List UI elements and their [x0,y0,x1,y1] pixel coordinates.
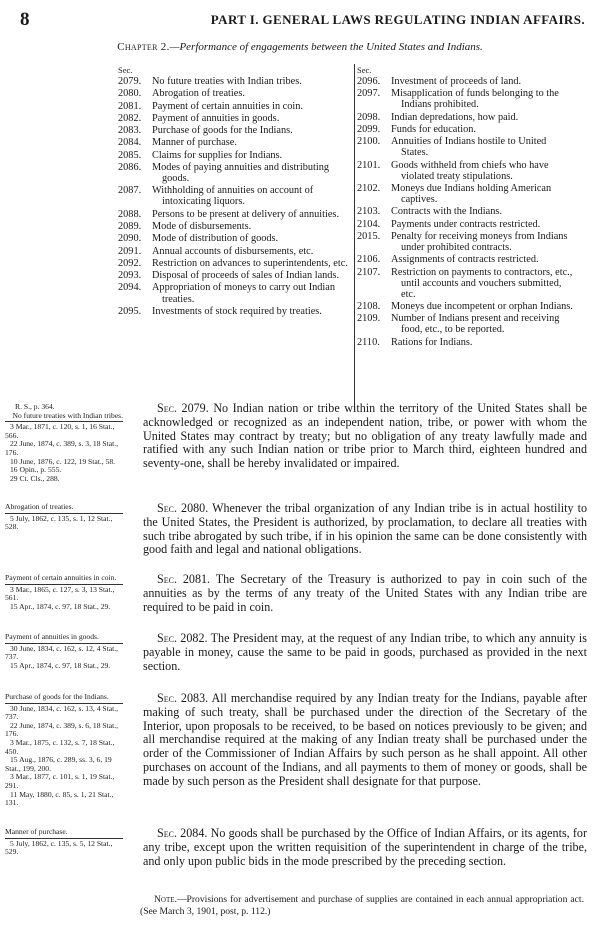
sidenote-citation: 5 July, 1862, c. 135, s. 1, 12 Stat., 528. [5,513,113,532]
sidenote [5,633,123,670]
toc-entry-text: Moneys due Indians holding American captives. [391,182,552,206]
toc-entry-text: Restriction on advances to superintendents, etc. [152,257,348,269]
sidenote-citations [5,423,123,483]
toc-entry [357,88,575,110]
section-text: Whenever the tribal organization of any Indian tribe is in actual hostility to the United States, the President is authorized, by proclamation, to declare all treaties with such tribe abrogated by such tribe, if in his opinion the same can be done consistently with good faith and legal and national obligations. [143,501,587,557]
toc-entry-number: 2095. [118,305,142,317]
toc-entry [357,76,575,87]
running-head: PART I. GENERAL LAWS REGULATING INDIAN AFFAIRS. [210,12,585,27]
toc-entry [357,136,575,158]
section-label: Sec. 2083. [157,691,209,705]
sidenote-caption: Abrogation of treaties. [5,503,123,514]
sidenote-citation: 3 Mar., 1877, c. 101, s. 1, 19 Stat., 291. [5,772,115,790]
toc-entry [357,254,575,265]
toc-entry [357,206,575,217]
section-label: Sec. 2081. [157,572,211,586]
toc-entry-text: Investment of proceeds of land. [391,76,522,87]
toc-entry [118,185,350,207]
section-body [143,692,587,789]
sidenote-citation: 16 Opin., p. 555. [10,465,62,475]
toc-entry-text: Number of Indians present and receiving food, etc., to be reported. [391,313,560,336]
toc-entry-text: Annual accounts of disbursements, etc. [152,245,314,257]
toc-entry-number: 2092. [118,257,142,269]
toc-entry [118,76,350,87]
toc-entry-text: Purchase of goods for the Indians. [152,125,293,137]
sidenote-citation: 15 Apr., 1874, c. 97, 18 Stat., 29. [10,660,111,670]
sidenote [5,828,123,857]
toc-entry-number: 2102. [357,182,381,194]
toc-entry-number: 2097. [357,88,381,100]
section-body [143,827,587,868]
toc-entry [357,231,575,253]
sidenote-citations [5,586,123,612]
toc-right-column [357,64,575,349]
sidenote-citations [5,645,123,671]
toc-entry [118,306,350,317]
toc-entry-number: 2091. [118,245,142,257]
toc-entry [118,221,350,232]
sidenote-citations [5,515,123,532]
section-body [143,402,587,471]
toc-entry-text: Mode of disbursements. [152,221,252,232]
toc-right-list [357,76,575,348]
sidenote-caption: No future treaties with Indian tribes. [5,412,123,423]
note-label: Note. [154,894,177,905]
toc-entry-number: 2098. [357,111,381,123]
toc-left-list [118,76,350,317]
toc-entry-text: Disposal of proceeds of sales of Indian lands. [152,270,340,282]
toc-entry-number: 2103. [357,206,381,218]
toc-entry-text: Persons to be present at delivery of annuities. [152,208,340,220]
sidenote-citation: 3 Mar., 1871, c. 120, s. 1, 16 Stat., 566. [5,422,115,440]
toc-entry [357,183,575,205]
chapter-number: Chapter 2. [117,41,170,53]
toc-entry [357,160,575,182]
section-body [143,632,587,673]
toc-entry-number: 2085. [118,149,142,161]
toc-entry-text: Withholding of annuities on account of intoxicating liquors. [152,185,314,208]
toc-entry-text: Payments under contracts restricted. [391,218,541,230]
toc-entry-number: 2086. [118,161,142,173]
toc-entry-number: 2101. [357,159,381,171]
toc-entry-number: 2079. [118,76,142,87]
toc-entry [357,219,575,230]
toc-entry-number: 2093. [118,270,142,282]
toc-entry-number: 2110. [357,336,380,348]
toc-entry-text: Rations for Indians. [391,336,473,348]
toc-entry-text: Payment of annuities in goods. [152,112,280,124]
toc-entry-text: Payment of certain annuities in coin. [152,100,303,112]
toc-entry [118,282,350,304]
sidenote-top: R. S., p. 364. [15,402,55,411]
chapter-title: —Performance of engagements between the United States and Indians. [169,41,483,53]
toc-divider [354,64,355,410]
toc-entry-number: 2099. [357,123,381,135]
sidenote-caption: Payment of annuities in goods. [5,633,123,644]
toc-entry-text: Contracts with the Indians. [391,206,502,218]
toc-entry [118,246,350,257]
chapter-title-text: Performance of engagements between the United States and Indians. [179,41,483,53]
page-header [20,9,585,31]
toc-entry-number: 2104. [357,218,381,230]
toc-entry-number: 2096. [357,76,381,87]
toc-entry-text: Goods withheld from chiefs who have violated treaty stipulations. [391,159,549,182]
sidenote-caption: Payment of certain annuities in coin. [5,574,123,585]
toc-entry [357,124,575,135]
section-label: Sec. 2084. [157,826,208,840]
section-text: No Indian nation or tribe within the territory of the United States shall be acknowledged or recognized as an independent nation, tribe, or power with whom the United States may contract by treaty; but no obligation of any treaty lawfully made and ratified with any such Indian nation or tribe prior to March third, eighteen hundred and seventy-one, shall be hereby invalidated or impaired. [143,401,587,471]
toc-entry [357,267,575,300]
toc-entry-text: Mode of distribution of goods. [152,233,279,245]
section-text: All merchandise required by any Indian treaty for the Indians, payable after making of such treaty, shall be purchased under the direction of the Secretary of the Interior, upon proposals to be received, to be based on notices previously to be given; and all merchandise required at the making of any Indian treaty shall be purchased under the order of the Commissioner of Indian Affairs by such person as he shall appoint. All other purchases on account of the Indians, and all payments to them of money or goods, shall be made by such person as the President shall designate for that purpose. [143,691,587,788]
toc-left-column [118,64,350,318]
sidenote [5,574,123,611]
section-label: Sec. 2080. [157,501,209,515]
toc-entry [357,313,575,335]
toc-entry-number: 2082. [118,112,142,124]
toc-entry [118,150,350,161]
toc-entry-text: Misapplication of funds belonging to the Indians prohibited. [391,88,559,111]
toc-entry-text: Claims for supplies for Indians. [152,149,283,161]
toc-entry-text: Manner of purchase. [152,137,237,149]
section-text: The President may, at the request of any Indian tribe, to which any annuity is payable in money, cause the same to be paid in goods, purchased as provided in the next section. [143,631,587,673]
toc-entry-text: Moneys due incompetent or orphan Indians. [391,301,573,313]
toc-entry [118,113,350,124]
toc-sec-label: Sec. [118,65,133,75]
toc-entry-text: Annuities of Indians hostile to United States. [391,136,547,159]
toc-entry [118,162,350,184]
toc-entry-text: Modes of paying annuities and distributing goods. [152,161,330,185]
toc-entry-text: Funds for education. [391,123,476,135]
toc-entry [357,337,575,348]
toc-entry [118,125,350,136]
toc-entry-number: 2090. [118,233,142,245]
sidenote-citation: 11 May, 1880, c. 85, s. 1, 21 Stat., 131. [5,789,114,808]
toc-entry-number: 2080. [118,88,142,100]
sidenote-citation: 3 Mar., 1875, c. 132, s. 7, 18 Stat., 450. [5,737,115,756]
toc-entry-number: 2106. [357,254,381,266]
toc-entry-number: 2084. [118,137,142,149]
toc-entry-number: 2015. [357,230,381,242]
toc-entry [118,88,350,99]
sidenote-citation: 30 June, 1834, c. 162, s. 13, 4 Stat., 737. [5,703,118,722]
sidenote-citation: 10 June, 1876, c. 122, 19 Stat., 58. [10,456,116,466]
sidenote-citation: 15 Apr., 1874, c. 97, 18 Stat., 29. [10,601,111,611]
toc-entry-text: Penalty for receiving moneys from Indians under prohibited contracts. [391,230,568,253]
sidenote-citations [5,840,123,857]
section-text: No goods shall be purchased by the Office of Indian Affairs, or its agents, for any tribe, except upon the written requisition of the superintendent in charge of the tribe, and only upon public bids in the mode prescribed by the preceding section. [143,826,587,868]
toc-entry [357,301,575,312]
toc-entry-number: 2088. [118,208,142,220]
toc-entry-text: Abrogation of treaties. [152,88,245,100]
sidenote-citation: 29 Ct. Cls., 288. [10,473,60,483]
section-body [143,573,587,614]
sidenote-citations [5,705,123,808]
toc-entry-text: Indian depredations, how paid. [391,111,519,123]
sidenote-citation: 22 June, 1874, c. 389, s. 3, 18 Stat., 176. [5,439,118,457]
sidenote-caption: Purchase of goods for the Indians. [5,693,123,704]
page-number: 8 [20,9,30,30]
toc-entry-number: 2109. [357,313,381,325]
sidenote [5,693,123,808]
sidenote-citation: 30 June, 1834, c. 162, s. 12, 4 Stat., 737. [5,643,118,662]
toc-entry [118,233,350,244]
toc-entry-text: Restriction on payments to contractors, etc., until accounts and vouchers submitted, etc. [391,266,573,300]
toc-entry [118,258,350,269]
section-text: The Secretary of the Treasury is authorized to pay in coin such of the annuities as by the terms of any treaty of the United States with any Indian tribe are required to be paid in coin. [143,572,587,614]
toc-entry [357,112,575,123]
sidenote [5,503,123,532]
toc-entry [118,209,350,220]
section-body [143,502,587,557]
sidenote-caption: Manner of purchase. [5,828,123,839]
toc-entry-number: 2087. [118,185,142,197]
note-text: —Provisions for advertisement and purchase of supplies are contained in each annual appropriation act. (See March 3, 1901, post, p. 112.) [140,894,584,917]
toc-entry-text: Investments of stock required by treaties. [152,305,322,317]
chapter-heading [0,41,600,53]
toc-entry-text: Appropriation of moneys to carry out Indian treaties. [152,282,336,305]
toc-entry [118,270,350,281]
toc-sec-label: Sec. [357,65,372,75]
sidenote-citation: 15 Aug., 1876, c. 289, ss. 3, 6, 19 Stat., 199, 200. [5,755,112,773]
sidenote-citation: 5 July, 1862, c. 135, s. 5, 12 Stat., 529. [5,838,113,857]
toc-entry [118,137,350,148]
section-label: Sec. 2079. [157,401,209,415]
toc-entry [118,101,350,112]
toc-entry-number: 2081. [118,100,142,112]
footnote [140,894,584,918]
toc-entry-text: Assignments of contracts restricted. [391,254,539,266]
sidenote-citation: 22 June, 1874, c. 389, s. 6, 18 Stat., 176. [5,720,118,739]
sidenote [5,403,123,483]
section-label: Sec. 2082. [157,631,208,645]
toc-entry-number: 2107. [357,266,381,278]
sidenote-citation: 3 Mar., 1865, c. 127, s. 3, 13 Stat., 561. [5,584,115,603]
toc-entry-number: 2089. [118,221,142,232]
toc-entry-number: 2083. [118,125,142,137]
toc-entry-number: 2108. [357,301,381,313]
toc-entry-text: No future treaties with Indian tribes. [152,76,302,87]
toc-entry-number: 2100. [357,136,381,148]
toc-entry-number: 2094. [118,282,142,294]
